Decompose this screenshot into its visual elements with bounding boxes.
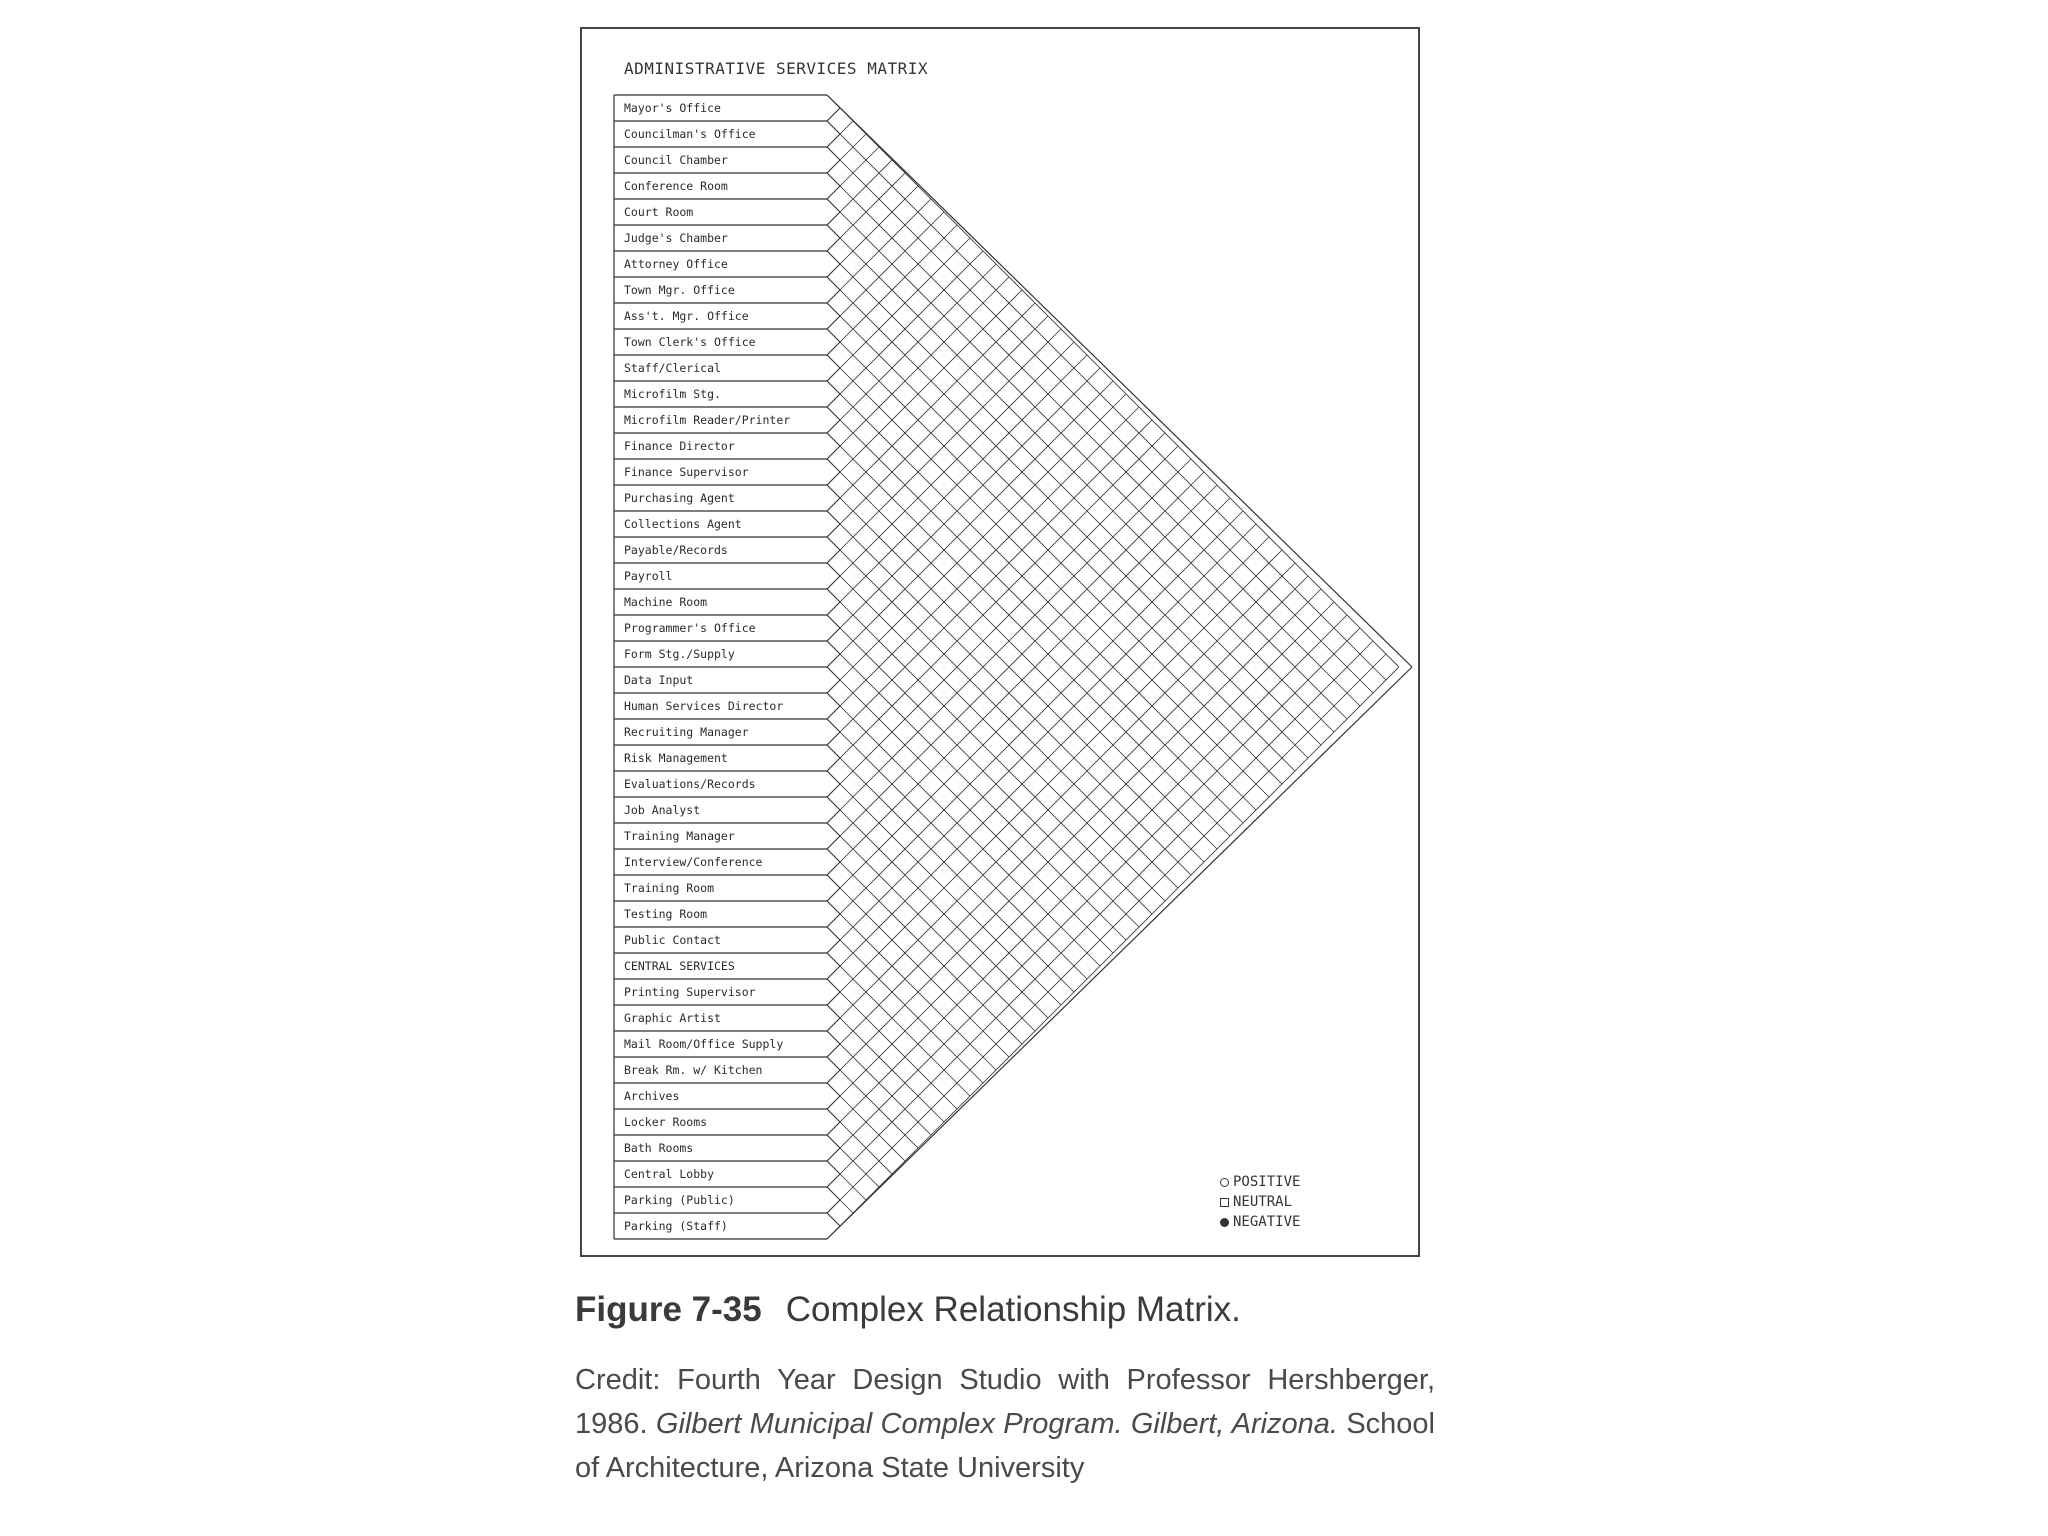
row-label: Training Room (624, 881, 715, 895)
row-label: Archives (624, 1089, 680, 1103)
row-label: Parking (Public) (624, 1193, 735, 1207)
row-label: Graphic Artist (624, 1011, 721, 1025)
grid-line (827, 1213, 840, 1226)
grid-line (827, 1057, 918, 1148)
row-label: Central Lobby (624, 1167, 715, 1181)
row-label: Finance Director (624, 439, 735, 453)
row-label: Payroll (624, 569, 673, 583)
row-label: Collections Agent (624, 517, 742, 531)
legend (1220, 1172, 1300, 1232)
grid-line (827, 316, 1048, 537)
row-label: Judge's Chamber (624, 231, 728, 245)
row-label: Conference Room (624, 179, 728, 193)
grid-line (827, 225, 1334, 732)
matrix-title: ADMINISTRATIVE SERVICES MATRIX (624, 59, 928, 78)
credit-lead: Credit: Fourth Year Design Studio with Professor Hershberger, 1986. (575, 1364, 1435, 1440)
row-label: Mayor's Office (624, 101, 721, 115)
row-label: Finance Supervisor (624, 465, 749, 479)
row-label: Machine Room (624, 595, 708, 609)
grid-line (827, 264, 996, 433)
grid-line (827, 446, 1178, 797)
grid-edge (827, 667, 1412, 1239)
row-label: Human Services Director (624, 699, 784, 713)
row-label: Microfilm Stg. (624, 387, 721, 401)
grid-line (827, 693, 1100, 966)
row-label: Ass't. Mgr. Office (624, 309, 749, 323)
grid-line (827, 953, 970, 1096)
credit-italic: Gilbert Municipal Complex Program. Gilbert, Arizona. (655, 1408, 1338, 1440)
grid-line (827, 576, 1308, 1057)
row-label: CENTRAL SERVICES (624, 959, 735, 973)
row-label: Programmer's Office (624, 621, 756, 635)
positive-symbol-icon (1220, 1178, 1229, 1187)
grid-edge (827, 95, 1412, 667)
grid-line (827, 394, 1126, 693)
grid-line (827, 602, 1334, 1109)
legend-positive (1220, 1172, 1300, 1192)
grid-line (827, 381, 1256, 810)
figure-number: Figure 7-35 (575, 1290, 762, 1329)
figure-credit (575, 1358, 1435, 1490)
grid-line (827, 433, 1230, 836)
grid-line (827, 1109, 892, 1174)
grid-line (827, 108, 840, 121)
row-label: Evaluations/Records (624, 777, 756, 791)
row-label: Town Mgr. Office (624, 283, 735, 297)
row-label: Microfilm Reader/Printer (624, 413, 791, 427)
grid-line (827, 849, 1022, 1044)
row-label: Form Stg./Supply (624, 647, 735, 661)
row-label: Attorney Office (624, 257, 728, 271)
row-label: Parking (Staff) (624, 1219, 728, 1233)
grid-line (827, 420, 1152, 745)
row-label: Break Rm. w/ Kitchen (624, 1063, 763, 1077)
grid-line (827, 290, 1022, 485)
grid-line (827, 641, 1126, 940)
row-label: Bath Rooms (624, 1141, 694, 1155)
row-label: Staff/Clerical (624, 361, 721, 375)
legend-neutral-label: NEUTRAL (1233, 1194, 1293, 1210)
grid-line (827, 654, 1386, 1213)
row-label: Public Contact (624, 933, 721, 947)
grid-line (827, 524, 1256, 953)
grid-line (827, 797, 1048, 1018)
row-label: Data Input (624, 673, 694, 687)
figure-caption (575, 1290, 1241, 1330)
grid-line (827, 342, 1074, 589)
row-label: Council Chamber (624, 153, 728, 167)
neutral-symbol-icon (1220, 1198, 1229, 1207)
grid-line (827, 472, 1204, 849)
grid-line (827, 537, 1178, 888)
row-label: Risk Management (624, 751, 728, 765)
row-label: Testing Room (624, 907, 708, 921)
grid-line (827, 329, 1282, 784)
row-label: Mail Room/Office Supply (624, 1037, 784, 1051)
legend-negative-label: NEGATIVE (1233, 1214, 1301, 1230)
grid-line (827, 173, 1360, 706)
figure-title: Complex Relationship Matrix. (785, 1290, 1241, 1329)
grid-line (827, 160, 892, 225)
row-label: Councilman's Office (624, 127, 756, 141)
row-label: Training Manager (624, 829, 735, 843)
grid-line (827, 186, 918, 277)
grid-line (827, 368, 1100, 641)
grid-line (827, 745, 1074, 992)
row-label: Interview/Conference (624, 855, 763, 869)
grid-line (827, 212, 944, 329)
row-label: Court Room (624, 205, 694, 219)
row-label: Town Clerk's Office (624, 335, 756, 349)
row-label: Payable/Records (624, 543, 728, 557)
legend-positive-label: POSITIVE (1233, 1174, 1301, 1190)
negative-symbol-icon (1220, 1218, 1229, 1227)
grid-line (827, 901, 996, 1070)
grid-line (827, 485, 1204, 862)
grid-line (827, 121, 1386, 680)
grid-line (827, 589, 1152, 914)
row-label: Purchasing Agent (624, 491, 735, 505)
row-label: Job Analyst (624, 803, 701, 817)
grid-line (827, 238, 970, 381)
credit-tail: School of Architecture, Arizona State University (575, 1408, 1435, 1484)
grid-line (827, 277, 1308, 758)
grid-line (827, 628, 1360, 1161)
legend-neutral (1220, 1192, 1300, 1212)
grid-line (827, 550, 1282, 1005)
legend-negative (1220, 1212, 1300, 1232)
matrix-frame (580, 27, 1420, 1257)
row-label: Recruiting Manager (624, 725, 749, 739)
grid-line (827, 498, 1230, 901)
row-label: Printing Supervisor (624, 985, 756, 999)
row-label: Locker Rooms (624, 1115, 708, 1129)
grid-line (827, 1005, 944, 1122)
